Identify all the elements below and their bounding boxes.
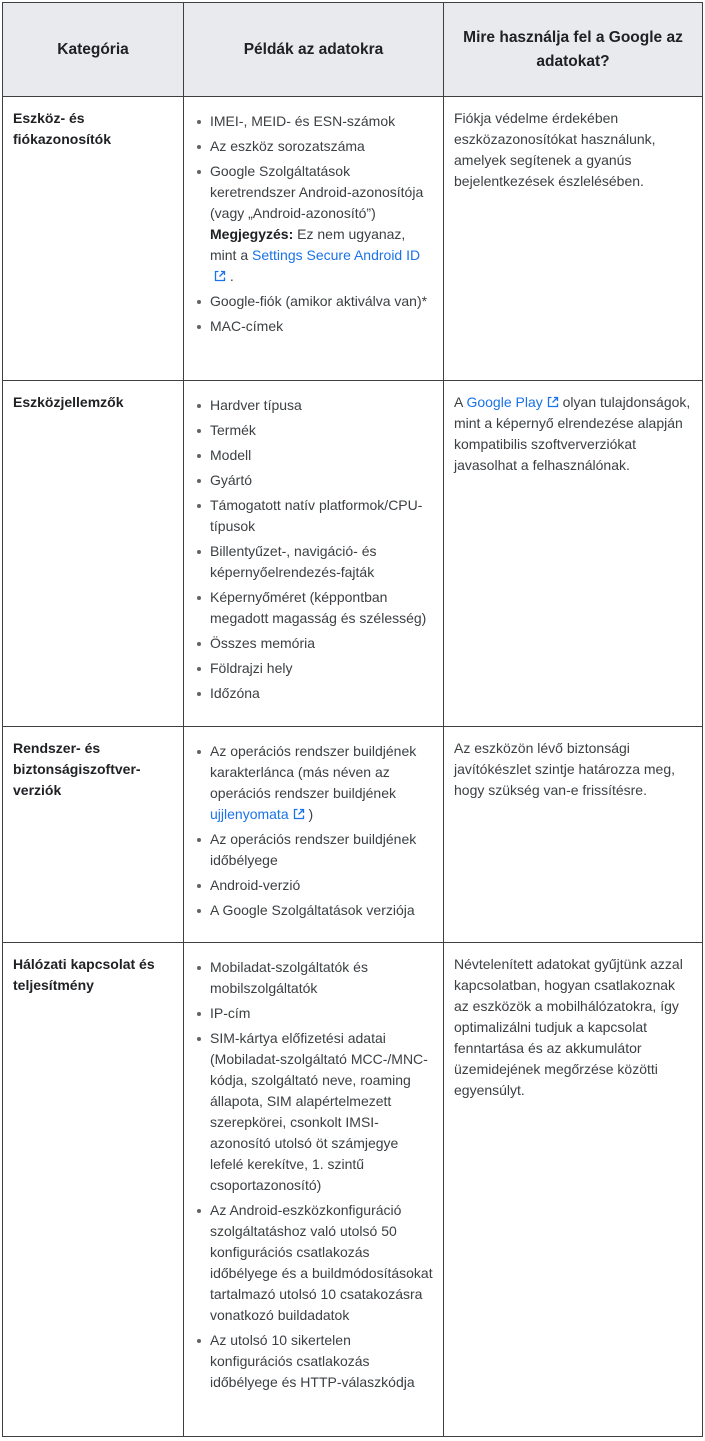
header-usage: Mire használja fel a Google az adatokat?	[444, 3, 703, 97]
list-item: Földrajzi hely	[192, 658, 435, 679]
header-examples: Példák az adatokra	[184, 3, 444, 97]
list-item: Időzóna	[192, 683, 435, 704]
list-item: Az eszköz sorozatszáma	[192, 136, 435, 157]
list-item: Modell	[192, 445, 435, 466]
external-link-icon	[293, 808, 305, 820]
note-label: Megjegyzés:	[210, 226, 294, 242]
table-row	[3, 943, 703, 1437]
list-item: Billentyűzet-, navigáció- és képernyőelrendezés-fajták	[192, 541, 435, 583]
list-item: Gyártó	[192, 470, 435, 491]
example-list	[192, 395, 435, 704]
list-item: IP-cím	[192, 1003, 435, 1024]
example-list	[192, 111, 435, 337]
usage-text: A	[454, 394, 467, 410]
list-item: A Google Szolgáltatások verziója	[192, 900, 435, 921]
row-examples	[184, 381, 444, 727]
list-item: MAC-címek	[192, 316, 435, 337]
row-usage	[444, 381, 703, 727]
item-text: Google Szolgáltatások keretrendszer Android-azonosítója (vagy „Android-azonosító”)	[210, 163, 424, 221]
usage-text: olyan tulajdonságok, mint a képernyő elrendezése alapján kompatibilis szoftververziókat javasolhat a felhasználónak.	[454, 394, 691, 473]
row-category: Eszközjellemzők	[3, 381, 184, 727]
list-item: Az Android-eszközkonfiguráció szolgáltatáshoz való utolsó 50 konfigurációs csatlakozás időbélyege és a buildmódosításokat tartalmazó utolsó 10 csatakozásra vonatkozó buildadatok	[192, 1200, 435, 1326]
row-examples	[184, 97, 444, 381]
data-collection-table	[2, 2, 703, 1437]
list-item	[192, 741, 435, 825]
example-list	[192, 741, 435, 921]
row-examples	[184, 943, 444, 1437]
list-item: Google-fiók (amikor aktiválva van)*	[192, 291, 435, 312]
example-list	[192, 957, 435, 1393]
row-usage: Az eszközön lévő biztonsági javítókészlet szintje határozza meg, hogy szükség van-e frissítésre.	[444, 727, 703, 943]
header-category: Kategória	[3, 3, 184, 97]
external-link-icon	[547, 396, 559, 408]
list-item: Az utolsó 10 sikertelen konfigurációs csatlakozás időbélyege és HTTP-válaszkódja	[192, 1330, 435, 1393]
row-usage: Fiókja védelme érdekében eszközazonosítókat használunk, amelyek segítenek a gyanús bejelentkezések észlelésében.	[444, 97, 703, 381]
item-text: Az operációs rendszer buildjének karakterlánca (más néven az operációs rendszer buildjének	[210, 743, 417, 801]
list-item: Hardver típusa	[192, 395, 435, 416]
link-text: Settings Secure Android ID	[252, 247, 421, 263]
external-link-icon	[214, 270, 226, 282]
list-item: Mobiladat-szolgáltatók és mobilszolgáltatók	[192, 957, 435, 999]
fingerprint-link[interactable]	[210, 806, 305, 822]
list-item: Termék	[192, 420, 435, 441]
item-text: )	[304, 806, 314, 822]
list-item: Képernyőméret (képpontban megadott magasság és szélesség)	[192, 587, 435, 629]
table-row	[3, 727, 703, 943]
row-category: Eszköz- és fiókazonosítók	[3, 97, 184, 381]
list-item: Android-verzió	[192, 875, 435, 896]
list-item: Összes memória	[192, 633, 435, 654]
link-text: Google Play	[466, 394, 543, 410]
row-category: Hálózati kapcsolat és teljesítmény	[3, 943, 184, 1437]
list-item: Támogatott natív platformok/CPU-típusok	[192, 495, 435, 537]
google-play-link[interactable]	[466, 394, 558, 410]
row-category: Rendszer- és biztonságiszoftver-verziók	[3, 727, 184, 943]
row-usage: Névtelenített adatokat gyűjtünk azzal kapcsolatban, hogyan csatlakoznak az eszközök a mobilhálózatokra, így optimalizálni tudjuk a kapcsolat fenntartása és az akkumulátor üzemidejének megőrzése közötti egyensúlyt.	[444, 943, 703, 1437]
item-text: Ez nem ugyanaz, mint a	[210, 226, 406, 263]
list-item: SIM-kártya előfizetési adatai (Mobiladat-szolgáltató MCC-/MNC-kódja, szolgáltató neve, roaming állapota, SIM alapértelmezett szerepkörei, csonkolt IMSI-azonosító utolsó öt számjegye lefelé kerekítve, 1. szintű csoportazonosító)	[192, 1028, 435, 1196]
table-row	[3, 381, 703, 727]
list-item: Az operációs rendszer buildjének időbélyege	[192, 829, 435, 871]
link-text: ujjlenyomata	[210, 806, 289, 822]
table-header-row	[3, 3, 703, 97]
table-row	[3, 97, 703, 381]
row-examples	[184, 727, 444, 943]
item-text: .	[226, 268, 234, 284]
list-item: IMEI-, MEID- és ESN-számok	[192, 111, 435, 132]
list-item	[192, 161, 435, 287]
